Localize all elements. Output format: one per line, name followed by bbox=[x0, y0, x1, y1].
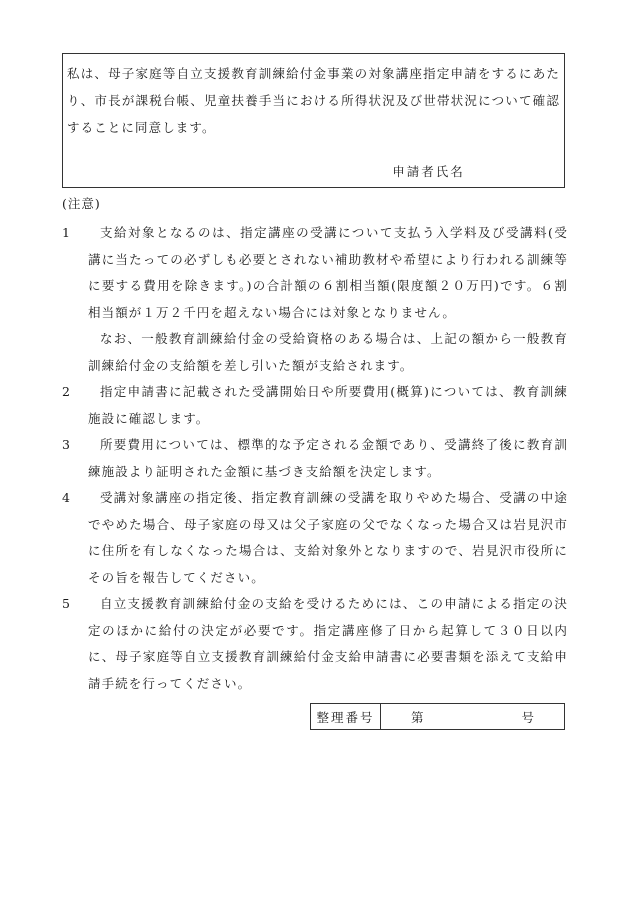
note-item bbox=[62, 379, 568, 432]
note-number: 5 bbox=[62, 596, 72, 611]
note-paragraph: 受講対象講座の指定後、指定教育訓練の受講を取りやめた場合、受講の中途でやめた場合、母子家庭の母又は父子家庭の父でなくなった場合又は岩見沢市に住所を有しなくなった場合は、支給対象外となりますので、岩見沢市役所にその旨を報告してください。 bbox=[88, 490, 568, 585]
consent-statement: 私は、母子家庭等自立支援教育訓練給付金事業の対象講座指定申請をするにあたり、市長が課税台帳、児童扶養手当における所得状況及び世帯状況について確認することに同意します。 bbox=[67, 66, 560, 135]
notes-list bbox=[62, 220, 568, 697]
reference-number-box bbox=[310, 703, 565, 730]
note-item bbox=[62, 220, 568, 379]
note-item bbox=[62, 485, 568, 591]
applicant-name-label: 申請者氏名 bbox=[392, 164, 465, 179]
note-body bbox=[88, 432, 568, 485]
note-number: 3 bbox=[62, 437, 72, 452]
note-number: 1 bbox=[62, 225, 72, 240]
note-paragraph: 所要費用については、標準的な予定される金額であり、受講終了後に教育訓練施設より証明された金額に基づき支給額を決定します。 bbox=[88, 437, 568, 479]
note-body bbox=[88, 591, 568, 697]
note-number: 2 bbox=[62, 384, 72, 399]
reference-number-field[interactable] bbox=[381, 704, 564, 729]
note-paragraph: 支給対象となるのは、指定講座の受講について支払う入学料及び受講料(受講に当たっての必ずしも必要とされない補助教材や希望により行われる訓練等に要する費用を除きます。)の合計額の６割相当額(限度額２０万円)です。６割相当額が１万２千円を超えない場合には対象となりません。 bbox=[88, 225, 568, 320]
note-item bbox=[62, 591, 568, 697]
note-paragraph: 自立支援教育訓練給付金の支給を受けるためには、この申請による指定の決定のほかに給付の決定が必要です。指定講座修了日から起算して３０日以内に、母子家庭等自立支援教育訓練給付金支給申請書に必要書類を添えて支給申請手続を行ってください。 bbox=[88, 596, 568, 691]
note-paragraph: なお、一般教育訓練給付金の受給資格のある場合は、上記の額から一般教育訓練給付金の支給額を差し引いた額が支給されます。 bbox=[88, 331, 568, 373]
note-body bbox=[88, 220, 568, 379]
note-item bbox=[62, 432, 568, 485]
note-paragraph: 指定申請書に記載された受講開始日や所要費用(概算)については、教育訓練施設に確認します。 bbox=[88, 384, 568, 426]
note-number: 4 bbox=[62, 490, 72, 505]
reference-number-label: 整理番号 bbox=[311, 704, 381, 729]
note-body bbox=[88, 485, 568, 591]
reference-suffix: 号 bbox=[521, 709, 536, 725]
note-body bbox=[88, 379, 568, 432]
notes-heading: (注意) bbox=[62, 196, 101, 211]
reference-prefix: 第 bbox=[411, 709, 426, 725]
consent-box bbox=[62, 53, 565, 188]
